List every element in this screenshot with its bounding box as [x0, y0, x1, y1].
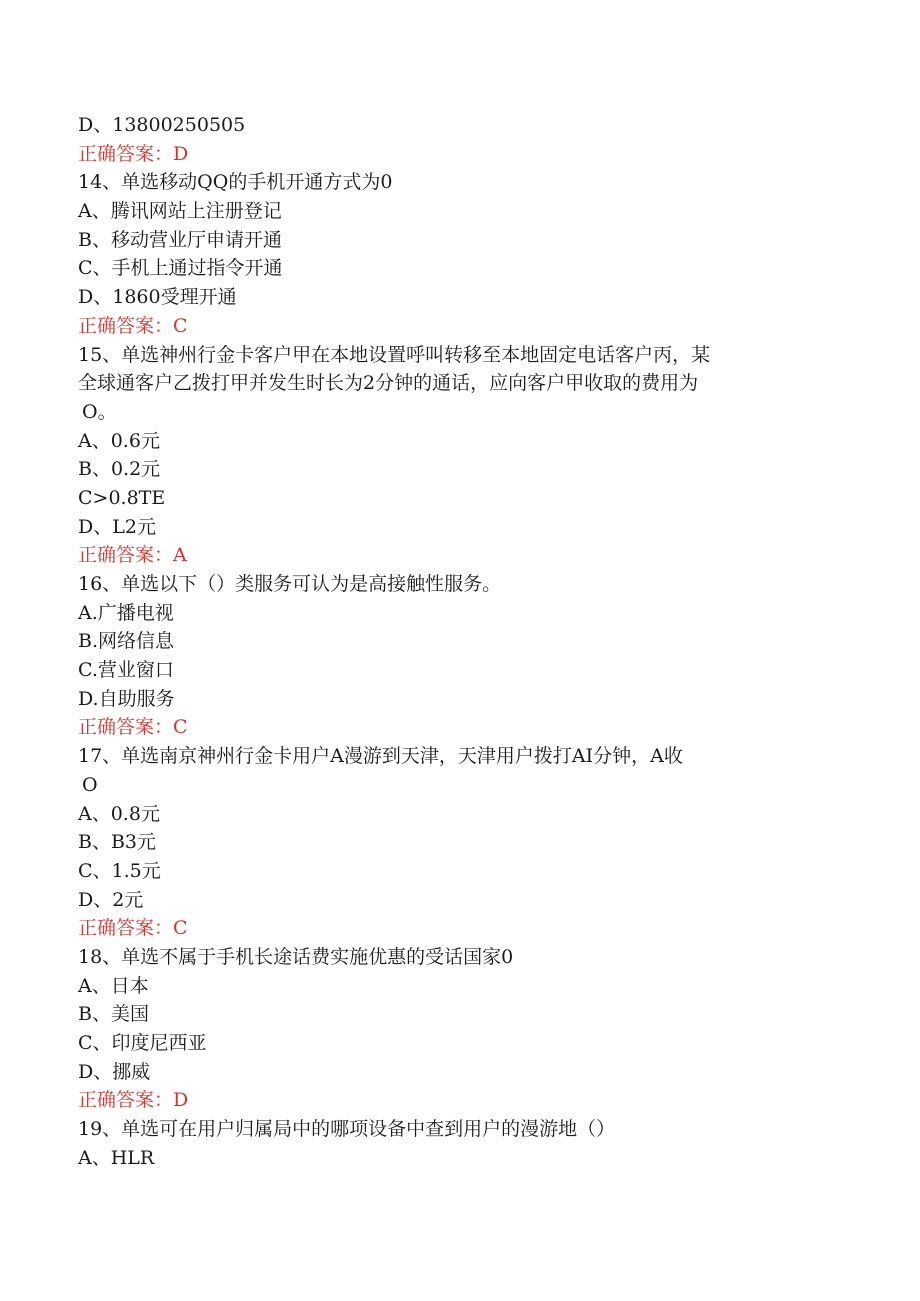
answer-option: D.自助服务 [78, 687, 175, 710]
correct-answer-value: C [173, 314, 188, 337]
correct-answer-value: C [173, 716, 188, 739]
correct-answer-label: 正确答案： [78, 1089, 174, 1112]
correct-answer-value: A [173, 544, 187, 567]
answer-option: C>0.8TE [78, 486, 166, 509]
correct-answer-label: 正确答案： [78, 716, 174, 739]
correct-answer [78, 914, 798, 943]
answer-option: D、L2元 [78, 515, 156, 538]
answer-option: C、1.5元 [78, 859, 161, 882]
correct-answer-label: 正确答案： [78, 917, 174, 940]
answer-option: A、0.8元 [78, 802, 160, 825]
answer-option: D、1860受理开通 [78, 286, 237, 309]
answer-option: B、0.2元 [78, 458, 161, 481]
question-text-line: 19、单选可在用户归属局中的哪项设备中查到用户的漫游地（） [78, 1118, 616, 1141]
question-text-line: O。 [82, 400, 117, 423]
answer-option: A、HLR [78, 1146, 155, 1169]
correct-answer [78, 312, 798, 341]
correct-answer-value: C [173, 917, 188, 940]
answer-option: A.广播电视 [78, 601, 174, 624]
answer-option: C.营业窗口 [78, 659, 174, 682]
question-text-line: 18、单选不属于手机长途话费实施优惠的受话国家0 [78, 945, 514, 968]
answer-option: B、移动营业厅申请开通 [78, 228, 282, 251]
correct-answer-value: D [173, 142, 189, 165]
correct-answer-label: 正确答案： [78, 142, 174, 165]
answer-option: C、手机上通过指令开通 [78, 257, 283, 280]
answer-option: A、0.6元 [78, 429, 160, 452]
question-text-line: 16、单选以下（）类服务可认为是高接触性服务。 [78, 573, 502, 595]
correct-answer [78, 1086, 798, 1115]
correct-answer [78, 713, 798, 742]
correct-answer-value: D [173, 1089, 189, 1112]
answer-option: C、印度尼西亚 [78, 1032, 207, 1054]
answer-option: B、B3元 [78, 831, 157, 854]
answer-option: D、13800250505 [78, 114, 246, 136]
correct-answer [78, 140, 798, 169]
answer-option: B.网络信息 [78, 630, 175, 653]
question-text-line: 全球通客户乙拨打甲并发生时长为2分钟的通话，应向客户甲收取的费用为 [78, 372, 699, 395]
question-text-line: 14、单选移动QQ的手机开通方式为0 [78, 171, 393, 194]
answer-option: D、挪威 [78, 1060, 151, 1083]
question-text-line: 15、单选神州行金卡客户甲在本地设置呼叫转移至本地固定电话客户丙，某 [78, 343, 711, 366]
answer-option: D、2元 [78, 888, 144, 911]
question-list [78, 111, 798, 1172]
correct-answer [78, 541, 798, 570]
correct-answer-label: 正确答案： [78, 314, 174, 337]
question-text-line: O [82, 773, 98, 796]
answer-option: A、腾讯网站上注册登记 [78, 200, 282, 223]
correct-answer-label: 正确答案： [78, 544, 174, 567]
question-text-line: 17、单选南京神州行金卡用户A漫游到天津，天津用户拨打AI分钟，A收 [78, 745, 683, 768]
answer-option: B、美国 [78, 1003, 149, 1026]
answer-option: A、日本 [78, 974, 149, 997]
